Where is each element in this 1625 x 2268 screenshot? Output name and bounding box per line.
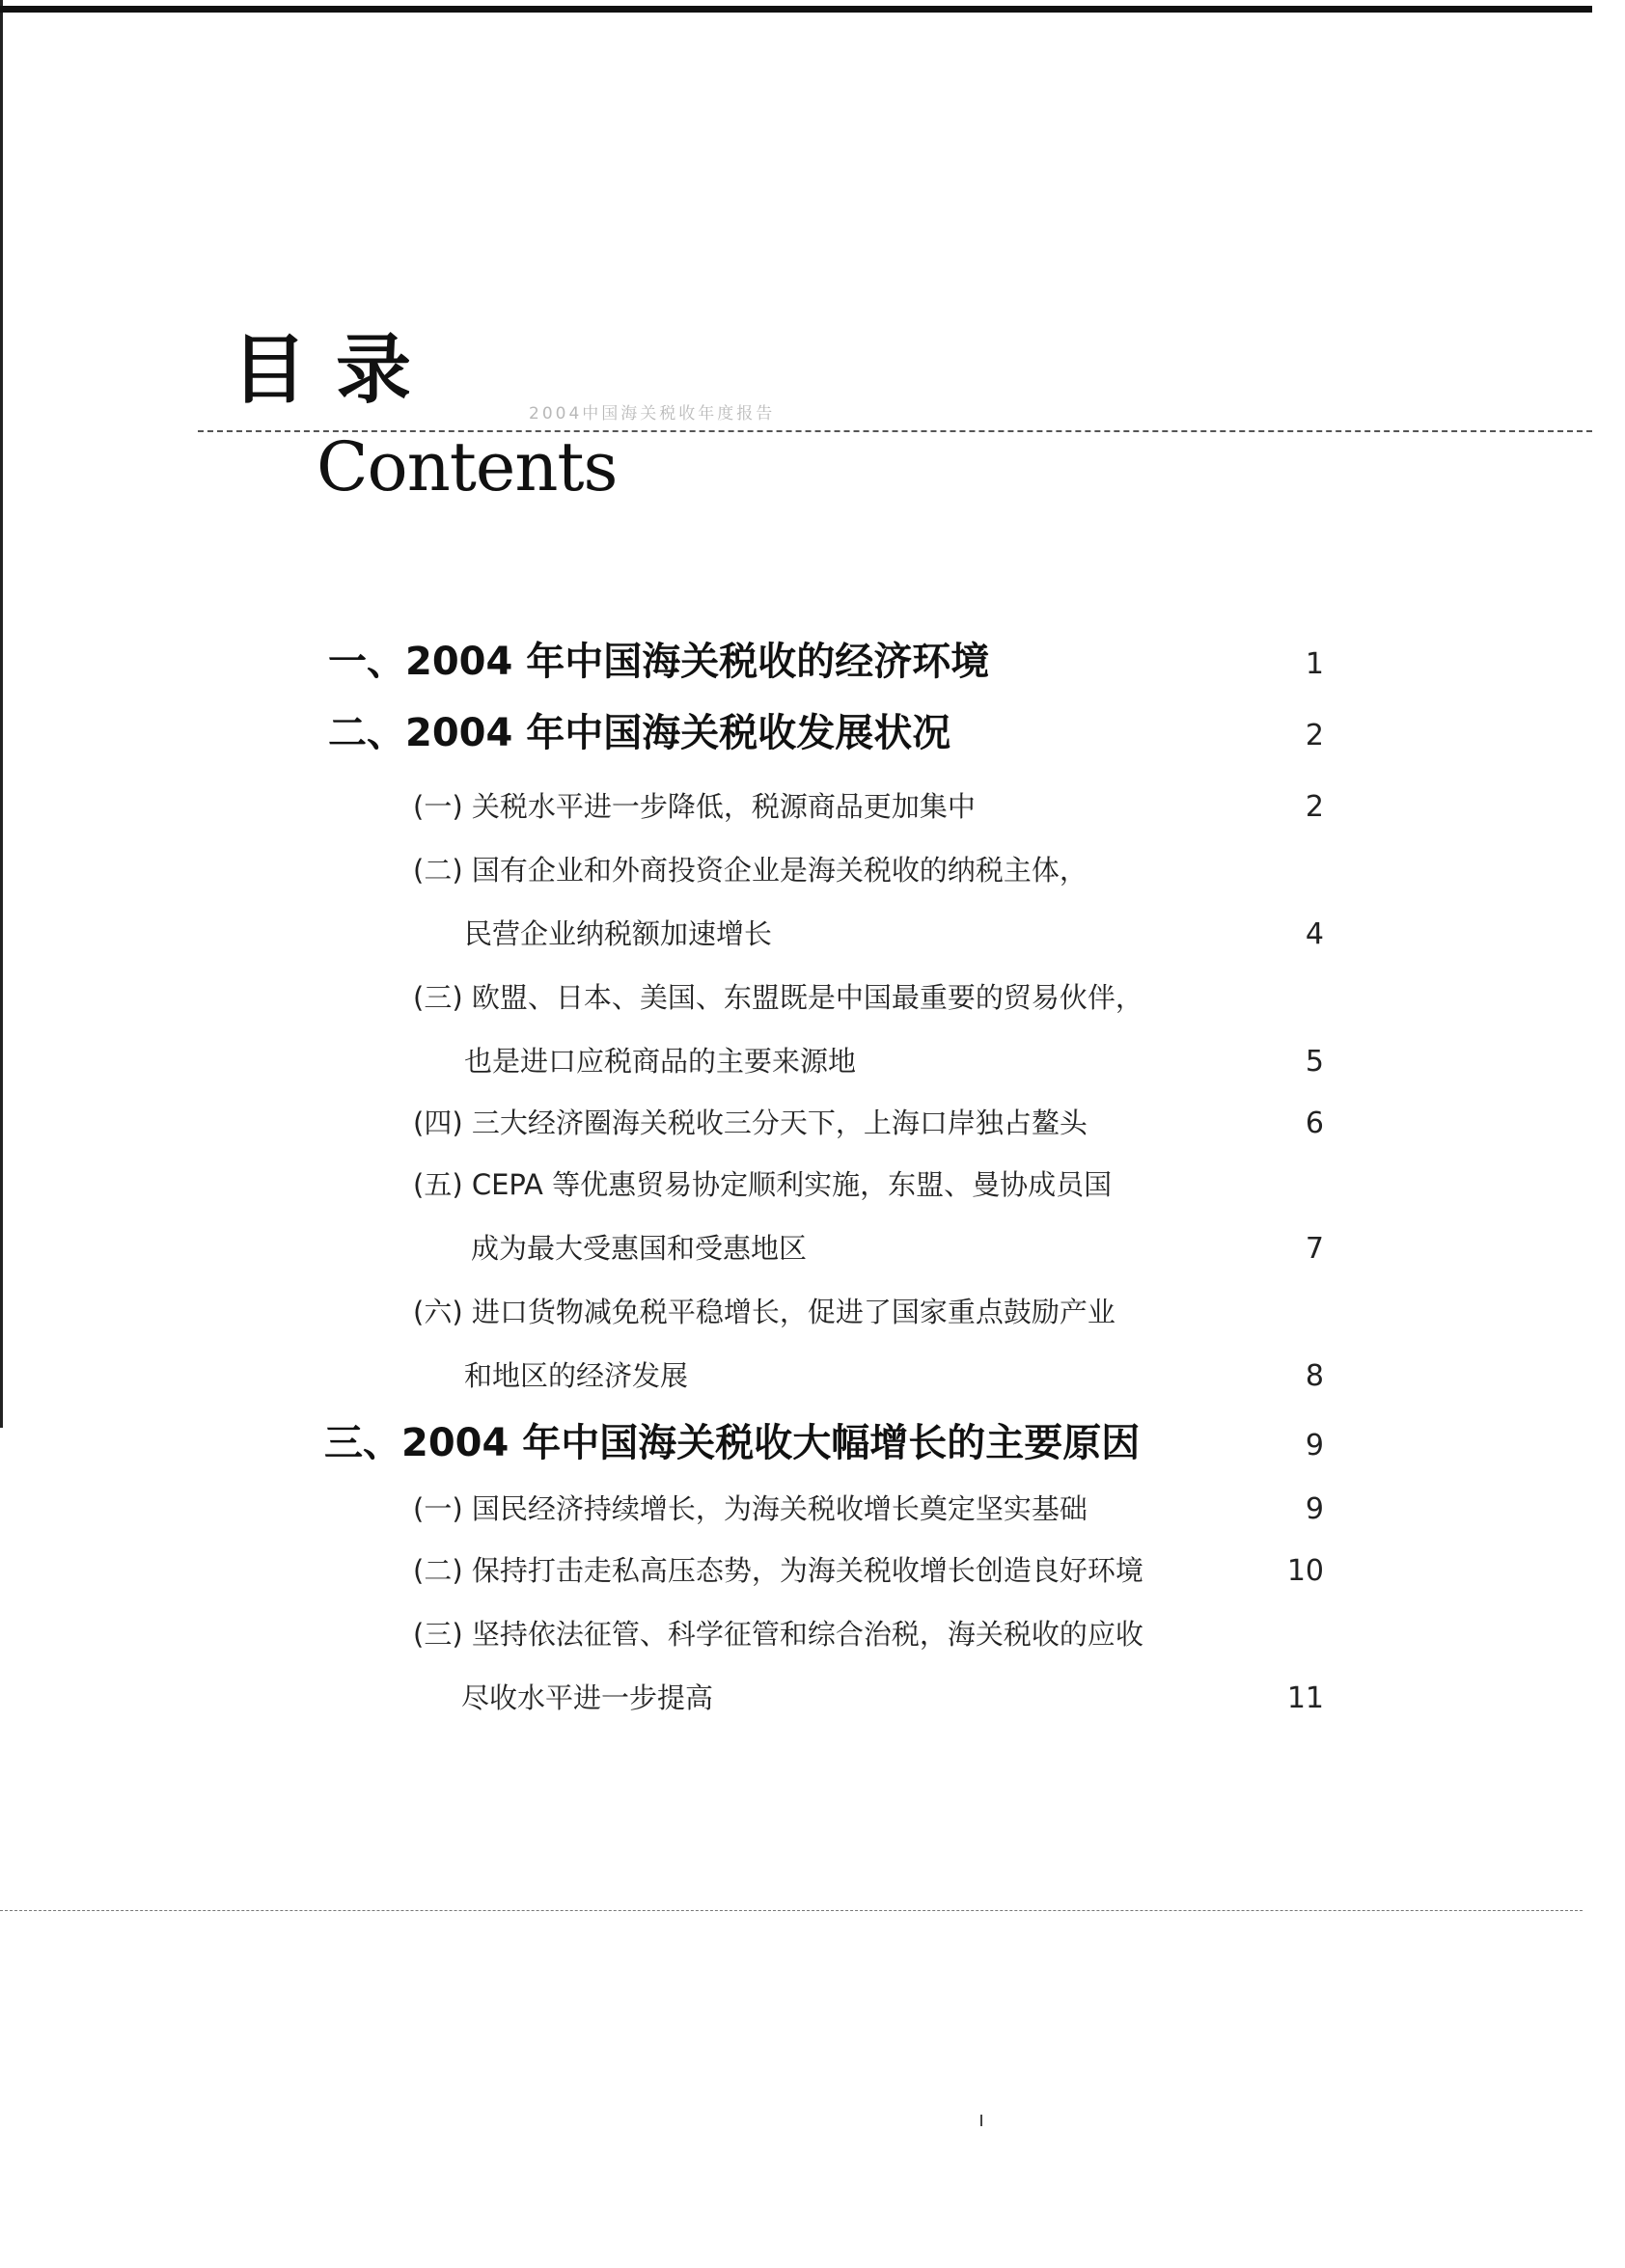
toc-entry-section[interactable]: (三) 欧盟、日本、美国、东盟既是中国最重要的贸易伙伴， — [413, 981, 1143, 1014]
toc-entry-section[interactable]: (四) 三大经济圈海关税收三分天下，上海口岸独占鳌头 — [413, 1107, 1088, 1139]
toc-entry-section[interactable]: (一) 国民经济持续增长，为海关税收增长奠定坚实基础 — [413, 1492, 1088, 1525]
toc-entry-section-continued[interactable]: 尽收水平进一步提高 — [461, 1681, 714, 1714]
toc-entry-section[interactable]: (五) CEPA 等优惠贸易协定顺利实施，东盟、曼协成员国 — [413, 1168, 1113, 1201]
page-mark — [980, 2115, 982, 2126]
toc-page-number: 9 — [1305, 1429, 1324, 1462]
toc-entry-chapter-2[interactable]: 二、2004 年中国海关税收发展状况 — [328, 711, 951, 755]
toc-entry-section[interactable]: (六) 进口货物减免税平稳增长，促进了国家重点鼓励产业 — [413, 1296, 1115, 1328]
toc-page-number: 7 — [1305, 1232, 1324, 1266]
toc-entry-section[interactable]: (二) 国有企业和外商投资企业是海关税收的纳税主体， — [413, 854, 1088, 887]
toc-page-number: 5 — [1305, 1045, 1324, 1079]
toc-page-number: 8 — [1305, 1359, 1324, 1393]
toc-page-number: 1 — [1305, 647, 1324, 681]
toc-page-number: 11 — [1286, 1681, 1324, 1715]
header-faint-subtitle: 2004中国海关税收年度报告 — [529, 404, 776, 424]
toc-entry-section-continued[interactable]: 和地区的经济发展 — [464, 1359, 689, 1392]
toc-entry-chapter-3[interactable]: 三、2004 年中国海关税收大幅增长的主要原因 — [324, 1421, 1141, 1465]
bottom-rule — [0, 1910, 1583, 1911]
toc-entry-section[interactable]: (一) 关税水平进一步降低，税源商品更加集中 — [413, 790, 976, 823]
page-title-en: Contents — [317, 427, 618, 506]
toc-page-number: 4 — [1305, 917, 1324, 951]
toc-page-number: 6 — [1305, 1107, 1324, 1140]
toc-entry-section-continued[interactable]: 也是进口应税商品的主要来源地 — [464, 1045, 857, 1078]
toc-page-number: 9 — [1305, 1492, 1324, 1526]
toc-entry-section[interactable]: (三) 坚持依法征管、科学征管和综合治税，海关税收的应收 — [413, 1618, 1143, 1651]
toc-page-number: 10 — [1286, 1554, 1324, 1588]
toc-entry-chapter-1[interactable]: 一、2004 年中国海关税收的经济环境 — [328, 640, 990, 684]
page-title-cn: 目录 — [232, 327, 441, 414]
toc-page-number: 2 — [1305, 719, 1324, 752]
toc-entry-section-continued[interactable]: 民营企业纳税额加速增长 — [464, 917, 773, 950]
toc-entry-section[interactable]: (二) 保持打击走私高压态势，为海关税收增长创造良好环境 — [413, 1554, 1143, 1587]
toc-entry-section-continued[interactable]: 成为最大受惠国和受惠地区 — [471, 1232, 808, 1265]
toc-page-number: 2 — [1305, 790, 1324, 824]
